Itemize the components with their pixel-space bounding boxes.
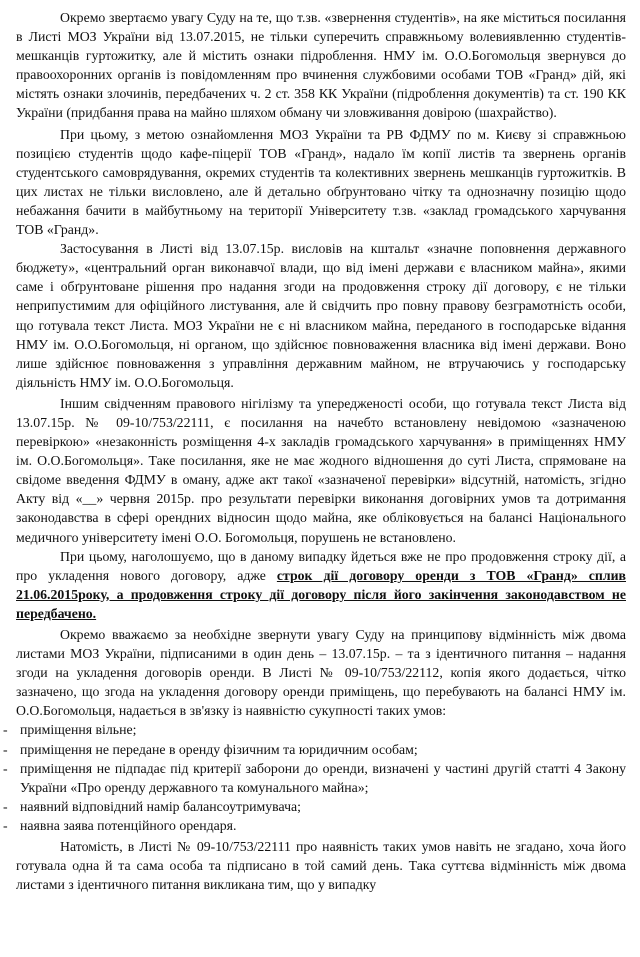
paragraph-two-letters-difference: Окремо вважаємо за необхідне звернути увагу Суду на принципову відмінність між двома листами МОЗ України, підписаними в один день – 13.07.15р. – та з ідентичного питання – надання згоди на укладення договорів оренди. В Листі № 09-10/753/22112, копія якого додається, чітко зазначено, що згода на укладення договору оренди приміщень, що перебувають на балансі НМУ ім. О.О.Богомольця, надається в зв'язку із наявністю сукупності таких умов: — [16, 627, 626, 719]
paragraph-contract-expiry — [16, 547, 626, 623]
paragraph-student-appeal-forgery: Окремо звертаємо увагу Суду на те, що т.зв. «звернення студентів», на яке міститься посилання в Листі МОЗ України від 13.07.2015, не тільки суперечить справжньому волевиявленню студентів-мешканців гуртожитку, але й містить ознаки підроблення. НМУ ім. О.О.Богомольця звернувся до правоохоронних органів із повідомленням про вчинення службовими особами ТОВ «Гранд» дій, які містять ознаки злочинів, передбачених ч. 2 ст. 358 КК України (підроблення документів) та ст. 190 КК України (придбання права на майно шляхом обману чи зловживання довірою (шахрайство). — [16, 10, 626, 121]
paragraph-student-position: При цьому, з метою ознайомлення МОЗ України та РВ ФДМУ по м. Києву зі справжньою позицією студентів щодо кафе-піцерії ТОВ «Гранд», надало їм копії листів та звернень органів студентського самоврядування, окремих студентів та колективних звернень мешканців гуртожитків. В цих листах не тільки висловлено, але й детально обґрунтовано чітку та однозначну позицію щодо небажання бачити в майбутньому на території Університету т.зв. «заклад громадського харчування ТОВ «Гранд». — [16, 126, 626, 238]
paragraph-legal-nihilism: Іншим свідченням правового нігілізму та упередженості особи, що готувала текст Листа від 13.07.15р. № 09-10/753/22111, є посилання на начебто встановлену невідомою «зазначеною перевіркою» «незаконність розміщення 4-х закладів громадського харчування» в приміщеннях НМУ ім. О.О.Богомольця». Таке посилання, яке не має жодного відношення до суті Листа, спрямоване на свідоме введення ФДМУ в оману, адже акт такої «зазначеної перевірки» відсутній, натомість, згідно Акту від «__» червня 2015р. про результати перевірки виконання договірних умов та дотримання законодавства в сфері орендних відносин щодо майна, яке обліковується на балансі Національного медичного університету імені О.О. Богомольця, порушень не встановлено. — [16, 395, 626, 545]
list-item: - приміщення не передане в оренду фізичним та юридичним особам; — [16, 740, 626, 759]
contract-expiry-emphasis: строк дії договору оренди з ТОВ «Гранд» сплив 21.06.2015року, а продовження строку дії договору після його закінчення законодавством не передбачено. — [16, 567, 627, 621]
paragraph-conditions-absent: Натомість, в Листі № 09-10/753/22111 про наявність таких умов навіть не згадано, хоча його готувала одна й та сама особа та підписано в той самий день. Така суттєва відмінність між двома листами з ідентичного питання викликана тим, що у випадку — [16, 839, 626, 893]
list-item: - приміщення вільне; — [16, 720, 626, 739]
list-item: - наявний відповідний намір балансоутримувача; — [16, 797, 626, 816]
paragraph-legal-illiteracy: Застосування в Листі від 13.07.15р. висловів на кштальт «значне поповнення державного бюджету», «центральний орган виконавчої влади, що від імені держави є власником майна», якими саме і обґрунтоване рішення про надання згоди на продовження строку дії договору, є не тільки неприпустимим для офіційного листування, але й свідчить про повну правову безграмотність особи, що готувала текст Листа. МОЗ України не є ні власником майна, переданого в господарське відання НМУ ім. О.О.Богомольця, ні органом, що здійснює повноваження власника від імені держави. Воно лише здійснює повноваження з управління державним майном, не втручаючись у господарську діяльність НМУ ім. О.О.Богомольця. — [16, 241, 626, 390]
list-item: - приміщення не підпадає під критерії заборони до оренди, визначені у частині другій статті 4 Закону України «Про оренду державного та комунального майна»; — [16, 759, 626, 797]
contract-expiry-text: При цьому, наголошуємо, що в даному випадку йдеться вже не про продовження строку дії, а про укладення нового договору, адже — [16, 548, 626, 583]
list-item: - наявна заява потенційного орендаря. — [16, 816, 626, 835]
conditions-list — [16, 720, 626, 835]
